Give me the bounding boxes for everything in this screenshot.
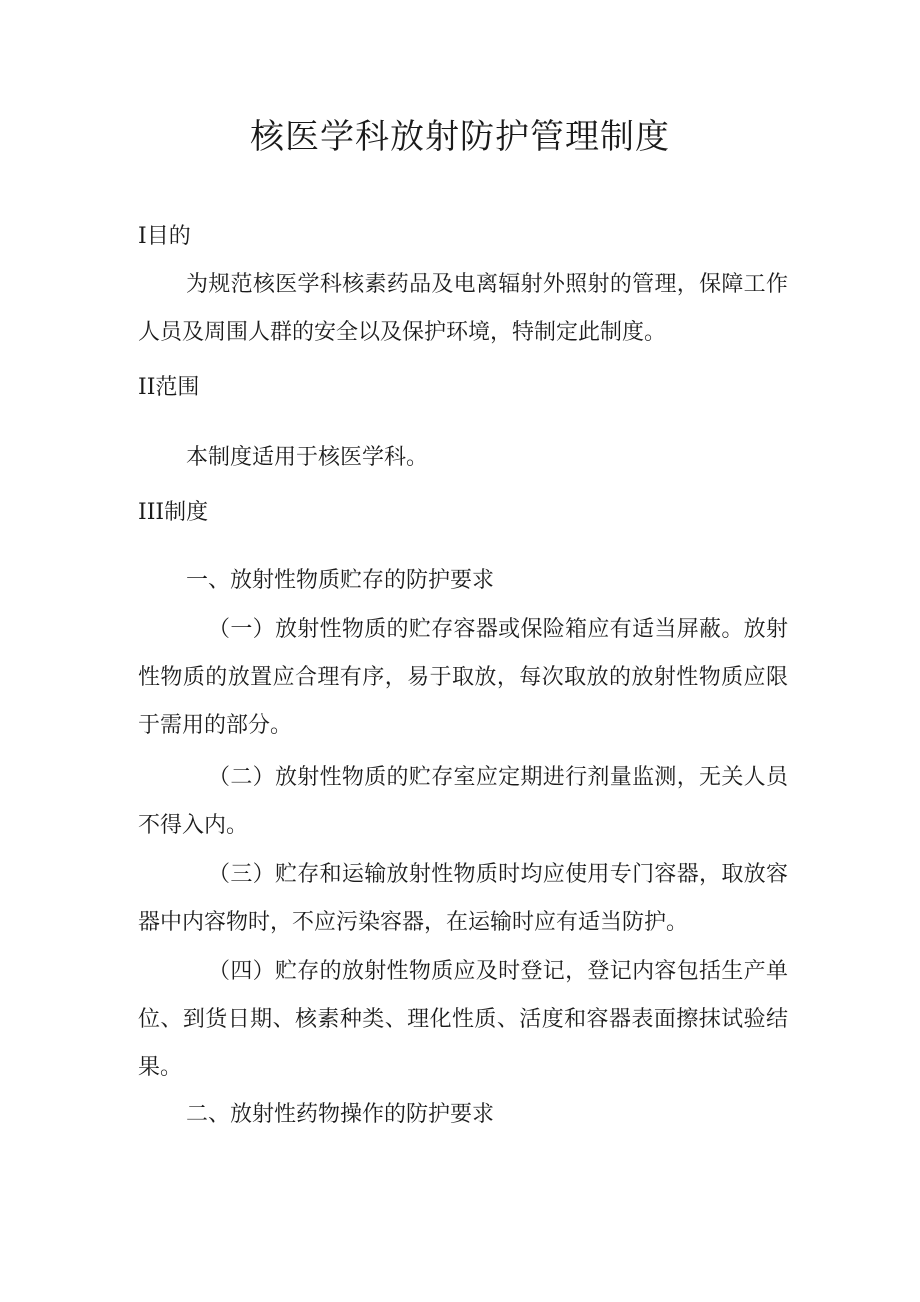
- paragraph-item-2: （二）放射性物质的贮存室应定期进行剂量监测，无关人员不得入内。: [138, 765, 788, 838]
- paragraph-purpose: 为规范核医学科核素药品及电离辐射外照射的管理，保障工作人员及周围人群的安全以及保护环境，特制定此制度。: [138, 272, 788, 345]
- section-heading-policy: III制度: [138, 500, 209, 525]
- subsection-heading-drug-operation: 二、放射性药物操作的防护要求: [186, 1102, 495, 1127]
- paragraph-item-3: （三）贮存和运输放射性物质时均应使用专门容器，取放容器中内容物时，不应污染容器，在运输时应有适当防护。: [138, 862, 788, 935]
- subsection-heading-storage: 一、放射性物质贮存的防护要求: [186, 568, 495, 593]
- paragraph-scope: 本制度适用于核医学科。: [186, 445, 429, 470]
- section-heading-scope: II范围: [138, 375, 200, 400]
- section-heading-purpose: I目的: [138, 224, 191, 249]
- paragraph-item-1: （一）放射性物质的贮存容器或保险箱应有适当屏蔽。放射性物质的放置应合理有序，易于取放，每次取放的放射性物质应限于需用的部分。: [138, 617, 788, 738]
- paragraph-item-4: （四）贮存的放射性物质应及时登记，登记内容包括生产单位、到货日期、核素种类、理化性质、活度和容器表面擦抹试验结果。: [138, 959, 788, 1080]
- document-title: 核医学科放射防护管理制度: [250, 117, 670, 157]
